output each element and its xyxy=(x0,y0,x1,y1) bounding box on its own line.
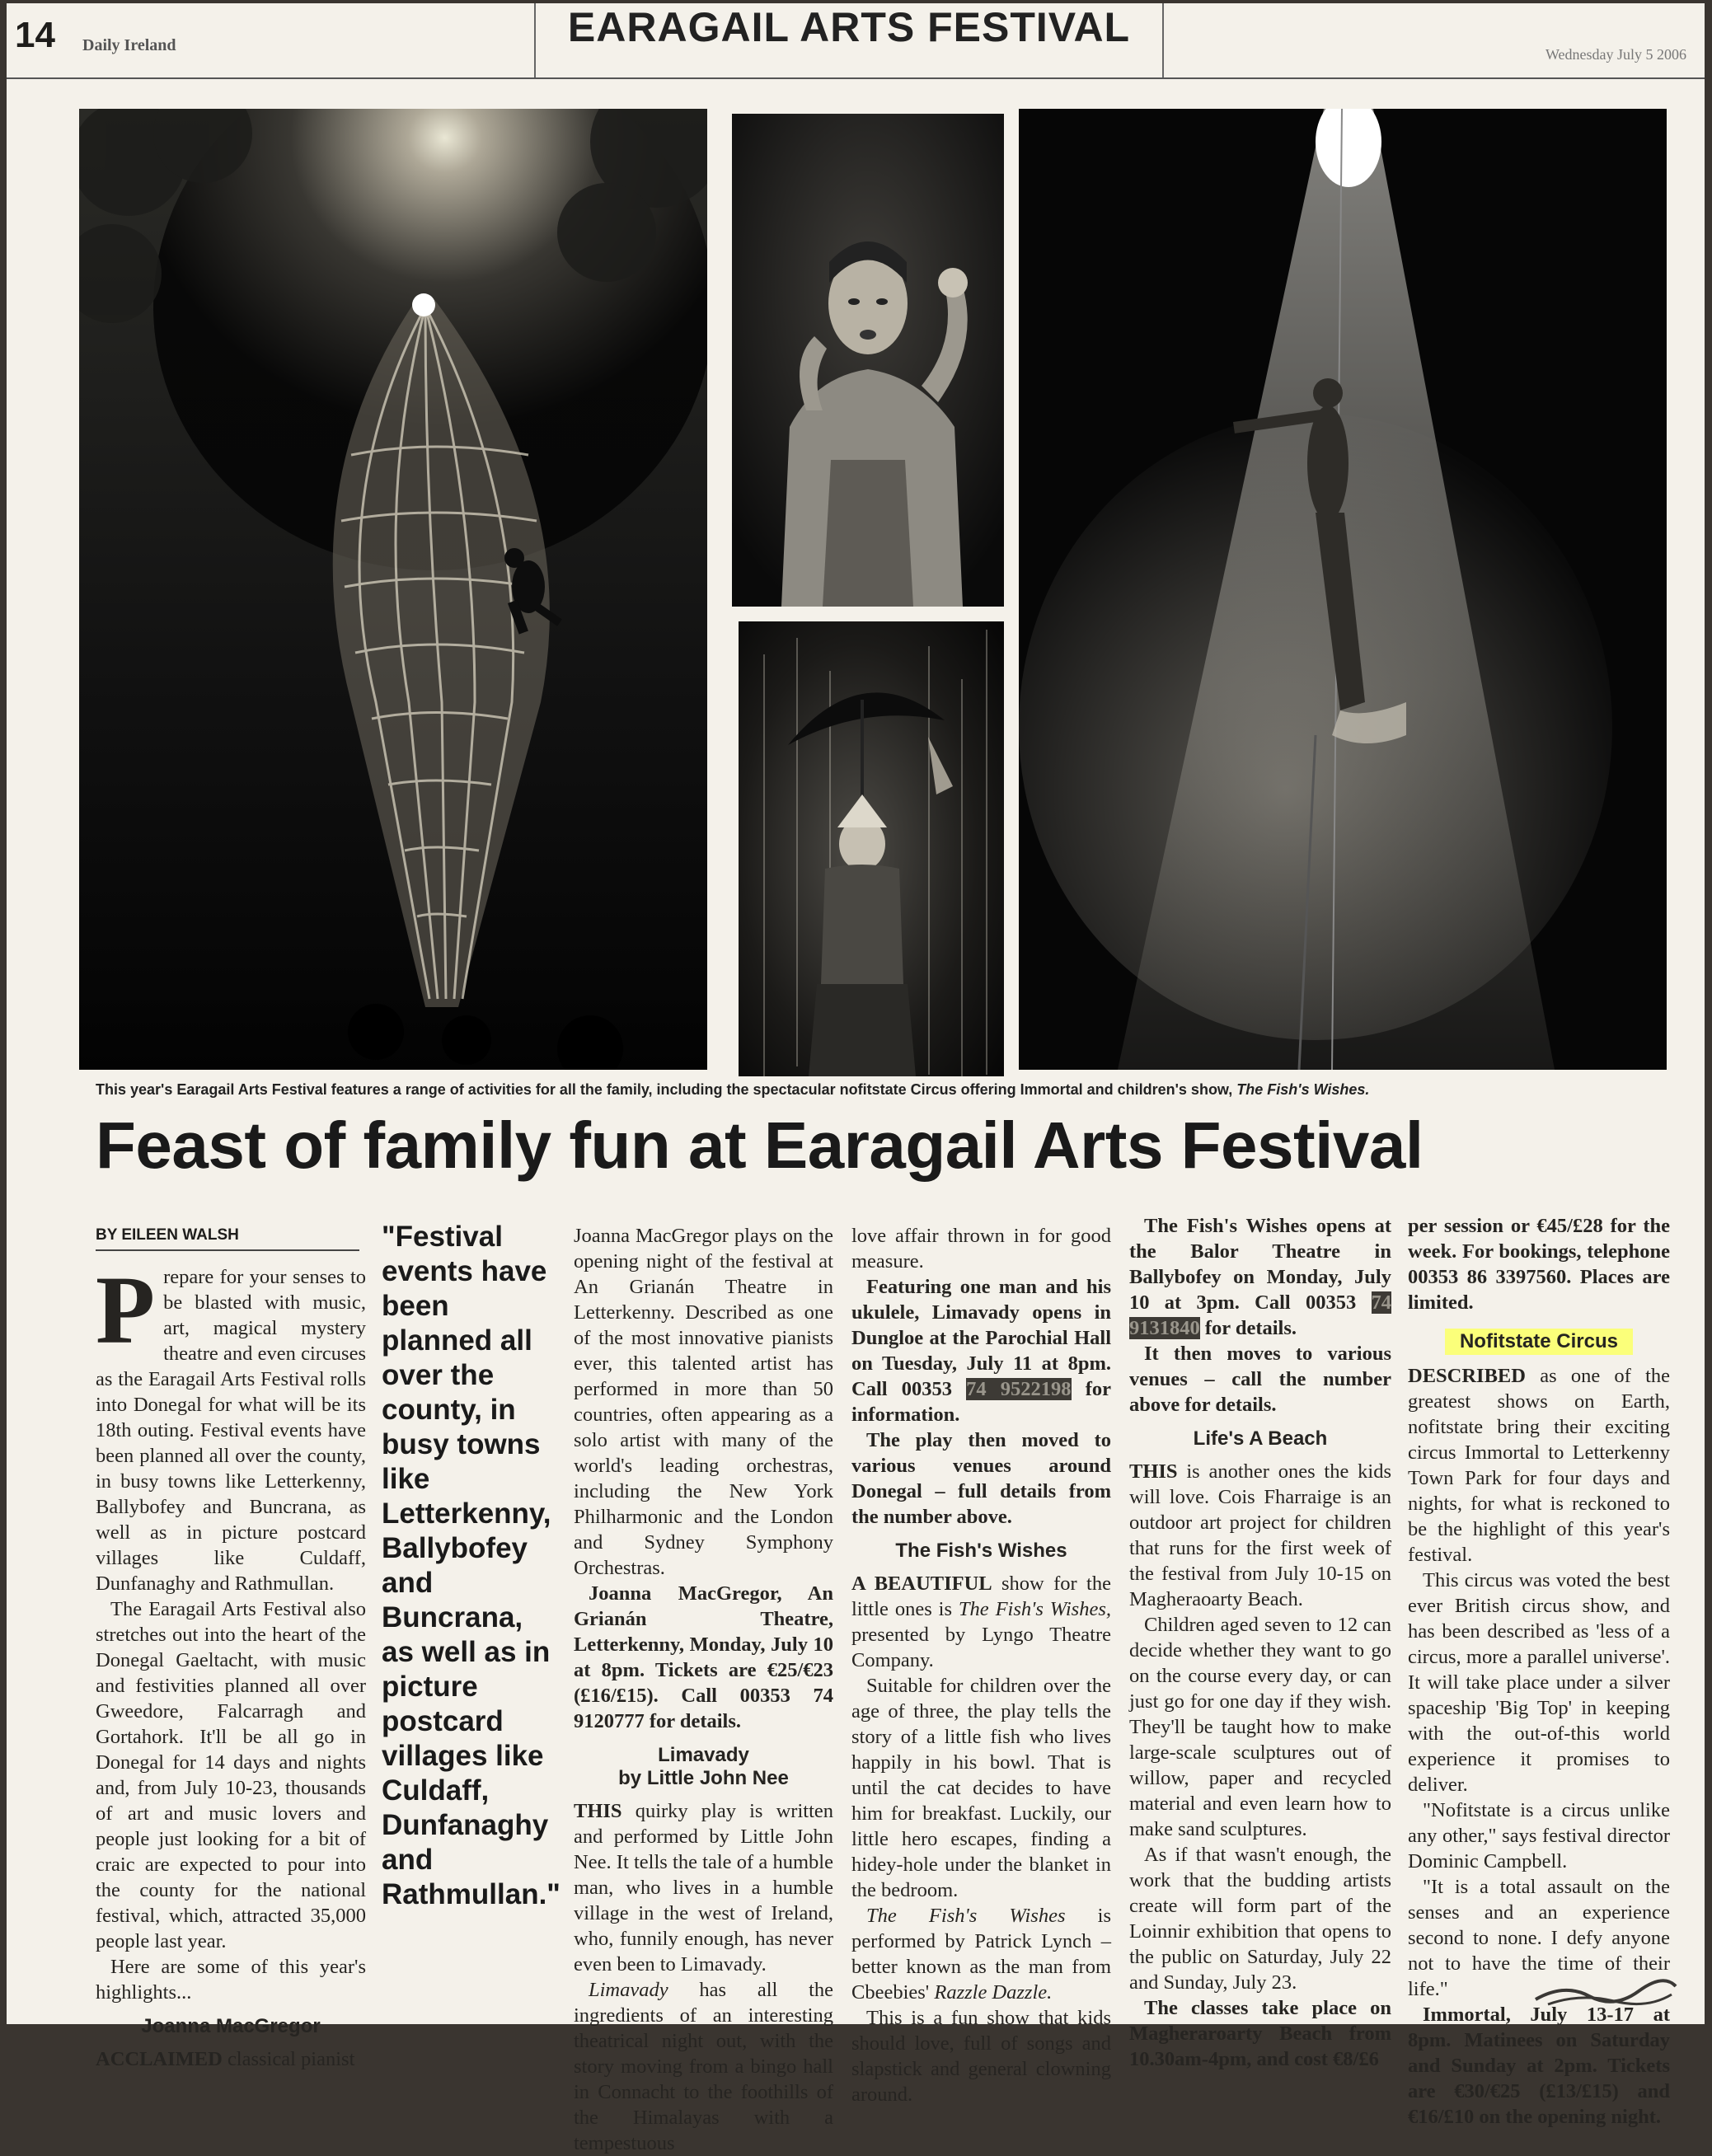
highlighted-subhead: Nofitstate Circus xyxy=(1445,1329,1633,1355)
intro-text: repare for your senses to be blasted with music, art, magical mystery theatre and even circuses as the Earagail Arts Festival rolls into Donegal for what will be its 18th outing. Festival events have been planned all over the county, in busy towns like Letterkenny, Ballybofey and Buncrana, as well as in picture postcard villages like Culdaff, Dunfanaghy and Rathmullan. xyxy=(96,1266,366,1595)
photo-caption xyxy=(96,1081,1662,1099)
aerialist-in-net-photo xyxy=(79,109,707,1070)
paragraph-text: for information. xyxy=(851,1378,1112,1426)
paragraph-text: as one of the greatest shows on Earth, nofitstate bring their exciting circus Immortal to Letterkenny Town Park for four days and nights, for what is reckoned to be the highlight of this year's festival. xyxy=(1408,1365,1670,1566)
section-title: EARAGAIL ARTS FESTIVAL xyxy=(534,3,1164,77)
issue-date: Wednesday July 5 2006 xyxy=(1545,46,1686,63)
paragraph-text: is another ones the kids will love. Cois Fharraige is an outdoor art project for children that runs for the first week of the festival from July 10-15 on Magheraoarty Beach. xyxy=(1129,1460,1391,1610)
paragraph: As if that wasn't enough, the work that the budding artists create will form part of the Loinnir exhibition that opens to the public on Saturday, July 22 and Sunday, July 23. xyxy=(1129,1844,1391,1994)
performer-man-photo xyxy=(732,114,1004,607)
caption-text: This year's Earagail Arts Festival features a range of activities for all the family, including the spectacular nofitstate Circus offering Immortal and children's show, xyxy=(96,1081,1237,1098)
paragraph: This circus was voted the best ever British circus show, and has been described as 'less of a circus, more a parallel universe'. It will take place under a silver spaceship 'Big Top' in keeping with the out-of-this world experience it promises to deliver. xyxy=(1408,1569,1670,1796)
paragraph-text: quirky play is written and performed by Little John Nee. It tells the tale of a humble man, who lives in a humble village in the west of Ireland, who, funnily enough, has never even been to Limavady. xyxy=(574,1800,833,1976)
article-column-1 xyxy=(96,1256,366,2072)
paragraph xyxy=(574,1798,833,1977)
italic-title: Limavady xyxy=(589,1979,668,2001)
paragraph: love affair thrown in for good measure. xyxy=(851,1225,1111,1273)
lead-in-caps: THIS xyxy=(1129,1460,1178,1483)
subhead-fish-wishes: The Fish's Wishes xyxy=(895,1540,1067,1562)
event-details: Immortal, July 13-17 at 8pm. Matinees on Saturday and Sunday at 2pm. Tickets are €30/€25 (£13/£15) and €16/£10 on the opening night. xyxy=(1408,2004,1670,2128)
article-column-4 xyxy=(851,1223,1111,2107)
paragraph: This is a fun show that kids should love, full of songs and slapstick and general clowning around. xyxy=(851,2007,1111,2106)
lead-in-caps: ACCLAIMED xyxy=(96,2048,223,2070)
paragraph-text: classical pianist xyxy=(222,2048,355,2070)
paragraph-text: has all the ingredients of an interesting theatrical night out, with the story moving from a bingo hall in Connacht to the foothills of the Himalayas with a tempestuous xyxy=(574,1979,833,2154)
pull-quote: "Festival events have been planned all over the county, in busy towns like Letterkenny, Ballybofey and Buncrana, as well as in picture postcard villages like Culdaff, Dunfanaghy and Rathmullan." xyxy=(382,1221,561,1910)
newspaper-page xyxy=(7,3,1705,2154)
obscured-phone-number: 74 9131840 xyxy=(1129,1291,1392,1339)
page-number: 14 xyxy=(15,15,55,55)
aerialist-spotlight-photo xyxy=(1019,109,1667,1070)
caption-show-title: The Fish's Wishes. xyxy=(1236,1081,1370,1098)
event-details: Joanna MacGregor, An Grianán Theatre, Letterkenny, Monday, July 10 at 8pm. Tickets are €25/€23 (£16/£15). Call 00353 74 9120777 for details. xyxy=(574,1582,833,1732)
italic-title: Razzle Dazzle. xyxy=(934,1981,1053,2004)
paragraph: The Earagail Arts Festival also stretches out into the heart of the Donegal Gaeltacht, with music and festivities planned all over Gweedore, Falcarragh and Gortahork. It'll be all go in Donegal for 14 days and nights and, from July 10-23, thousands of art and music lovers and people just looking for a bit of craic are expected to pour into the county for the national festival, which, attracted 35,000 people last year. xyxy=(96,1598,366,1952)
paragraph xyxy=(1408,1363,1670,1568)
byline: BY EILEEN WALSH xyxy=(96,1226,359,1251)
paragraph-text: is performed by Patrick Lynch – better known as the man from Cbeebies' xyxy=(851,1905,1111,2004)
paragraph: Joanna MacGregor plays on the opening night of the festival at An Grianán Theatre in Letterkenny. Described as one of the most innovative pianists ever, this talented artist has performed in more than 50 countries, often appearing as a solo artist with many of the world's leading orchestras, including the New York Philharmonic and the London and Sydney Symphony Orchestras. xyxy=(574,1225,833,1579)
paragraph xyxy=(851,1571,1111,1673)
event-details xyxy=(1129,1213,1391,1341)
event-details xyxy=(851,1274,1111,1427)
paragraph-text: for details. xyxy=(1199,1317,1297,1339)
paragraph-text: show for the little ones is xyxy=(851,1572,1111,1620)
paragraph xyxy=(96,2046,366,2072)
subhead-nofitstate-circus xyxy=(1408,1329,1670,1355)
paragraph: Here are some of this year's highlights... xyxy=(96,1956,366,2004)
paragraph xyxy=(851,1903,1111,2005)
drop-cap: P xyxy=(96,1256,156,1364)
headline: Feast of family fun at Earagail Arts Festival xyxy=(96,1108,1424,1182)
article-column-5 xyxy=(1129,1213,1391,2072)
paragraph: It then moves to various venues – call the number above for details. xyxy=(1129,1343,1391,1416)
italic-title: The Fish's Wishes xyxy=(866,1905,1066,1927)
event-details: The classes take place on Magheraroarty Beach from 10.30am-4pm, and cost €8/£6 xyxy=(1129,1997,1391,2070)
paragraph: "Nofitstate is a circus unlike any other," says festival director Dominic Campbell. xyxy=(1408,1799,1670,1872)
subhead-lifes-a-beach: Life's A Beach xyxy=(1193,1427,1328,1450)
italic-title: The Fish's Wishes, xyxy=(958,1598,1111,1620)
paragraph: Children aged seven to 12 can decide whether they want to go on the course every day, or can just go for one day if they wish. They'll be taught how to make large-scale sculptures out of willow, paper and recycled material and even learn how to make sand sculptures. xyxy=(1129,1614,1391,1840)
masthead xyxy=(7,3,1705,79)
paragraph xyxy=(574,1977,833,2156)
lead-in-caps: DESCRIBED xyxy=(1408,1365,1526,1387)
paragraph: "It is a total assault on the senses and an experience second to none. I defy anyone not to have the time of their life." xyxy=(1408,1876,1670,2000)
intro-paragraph xyxy=(96,1256,366,1596)
paragraph-text: presented by Lyngo Theatre Company. xyxy=(851,1624,1111,1671)
subhead-joanna-macgregor: Joanna MacGregor xyxy=(141,2015,321,2037)
lead-in-caps: A BEAUTIFUL xyxy=(851,1572,992,1595)
paragraph xyxy=(1129,1459,1391,1612)
paragraph: Suitable for children over the age of three, the play tells the story of a little fish who lives happily in his bowl. That is until the cat decides to have him for breakfast. Luckily, our little hero escapes, finding a hidey-hole under the blanket in the bedroom. xyxy=(851,1675,1111,1901)
obscured-phone-number: 74 9522198 xyxy=(966,1378,1072,1400)
paragraph-text: Featuring one man and his ukulele, Limavady opens in Dungloe at the Parochial Hall on Tuesday, July 11 at 8pm. Call 00353 xyxy=(851,1276,1111,1400)
subhead-little-john-nee: by Little John Nee xyxy=(618,1767,789,1789)
lead-in-caps: THIS xyxy=(574,1800,622,1822)
paragraph-text: The Fish's Wishes opens at the Balor Theatre in Ballybofey on Monday, July 10 at 3pm. Call 00353 xyxy=(1129,1215,1391,1314)
subhead-limavady: Limavady xyxy=(658,1744,749,1766)
performer-umbrella-photo xyxy=(739,621,1004,1076)
publication-name: Daily Ireland xyxy=(82,36,176,54)
paragraph: The play then moved to various venues around Donegal – full details from the number above. xyxy=(851,1429,1111,1528)
event-details: per session or €45/£28 for the week. For bookings, telephone 00353 86 3397560. Places are limited. xyxy=(1408,1215,1670,1314)
pen-scribble-mark xyxy=(1531,1975,1680,2011)
article-column-3 xyxy=(574,1223,833,2156)
